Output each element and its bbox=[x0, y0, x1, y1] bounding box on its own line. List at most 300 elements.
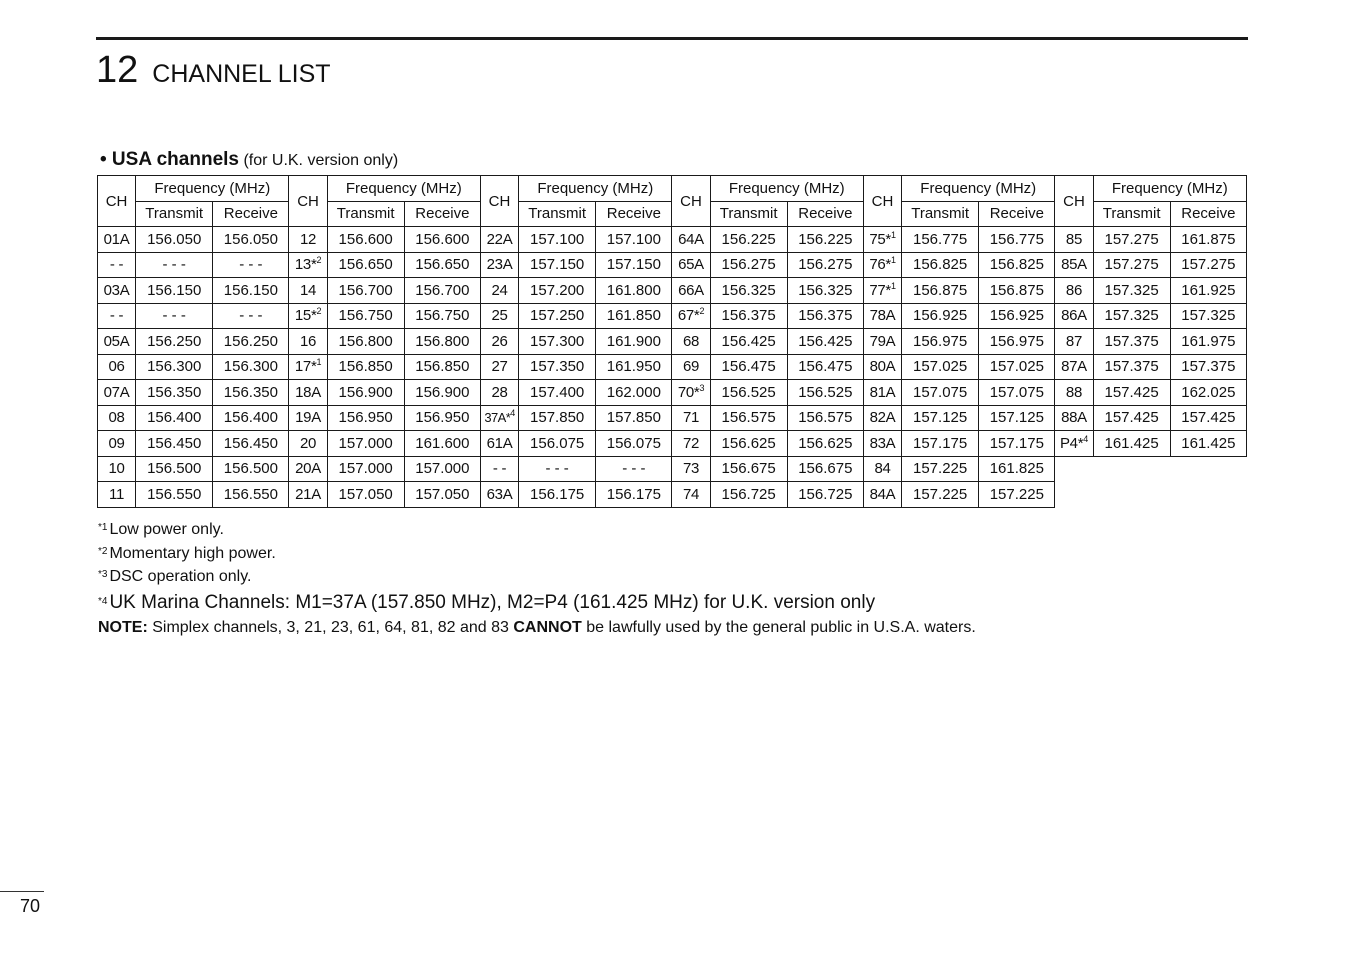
footnotes bbox=[98, 517, 976, 641]
table-row bbox=[98, 227, 1247, 253]
receive-freq: 161.800 bbox=[596, 278, 672, 304]
transmit-header: Transmit bbox=[327, 201, 404, 227]
transmit-freq: 157.400 bbox=[519, 380, 596, 406]
receive-freq: 156.825 bbox=[979, 252, 1055, 278]
receive-freq: 156.875 bbox=[979, 278, 1055, 304]
chapter-title: CHANNEL LIST bbox=[152, 60, 331, 88]
transmit-header: Transmit bbox=[1093, 201, 1170, 227]
channel-cell bbox=[98, 431, 136, 457]
channel-cell bbox=[289, 354, 327, 380]
channel-cell bbox=[289, 482, 327, 508]
channel-number: 72 bbox=[682, 434, 700, 452]
table-row bbox=[98, 405, 1247, 431]
note-text-after: be lawfully used by the general public in U.S.A. waters. bbox=[581, 618, 976, 636]
receive-freq: 156.775 bbox=[979, 227, 1055, 253]
receive-freq: 161.975 bbox=[1170, 329, 1246, 355]
transmit-header: Transmit bbox=[519, 201, 596, 227]
receive-freq: 157.225 bbox=[979, 482, 1055, 508]
chapter-heading bbox=[96, 48, 331, 92]
note-label: NOTE: bbox=[98, 618, 148, 636]
header-row bbox=[98, 176, 1247, 202]
receive-freq: 156.600 bbox=[404, 227, 480, 253]
transmit-freq: 157.275 bbox=[1093, 252, 1170, 278]
footnote-1 bbox=[98, 517, 976, 541]
channel-cell bbox=[1055, 227, 1093, 253]
footnote-ref: 1 bbox=[890, 280, 896, 291]
footnote-mark: *3 bbox=[98, 569, 108, 580]
channel-number: 01A bbox=[103, 230, 130, 248]
transmit-freq: 156.900 bbox=[327, 380, 404, 406]
table-row bbox=[98, 380, 1247, 406]
footnote-ref: 2 bbox=[699, 306, 705, 317]
channel-number: 83A bbox=[869, 434, 896, 452]
channel-number: 88 bbox=[1065, 383, 1083, 401]
channel-cell bbox=[98, 278, 136, 304]
channel-number: 13* bbox=[294, 256, 317, 274]
transmit-freq: 156.275 bbox=[710, 252, 787, 278]
receive-freq: 156.575 bbox=[787, 405, 863, 431]
channel-number: 87A bbox=[1061, 358, 1087, 376]
channel-cell bbox=[289, 303, 327, 329]
channel-number: 37A* bbox=[484, 410, 511, 426]
receive-freq: 162.025 bbox=[1170, 380, 1246, 406]
receive-freq: 157.425 bbox=[1170, 405, 1246, 431]
channel-number: 07A bbox=[103, 383, 130, 401]
transmit-freq: 156.150 bbox=[136, 278, 213, 304]
receive-freq: - - - bbox=[213, 252, 289, 278]
channel-cell bbox=[98, 329, 136, 355]
channel-cell bbox=[672, 431, 710, 457]
channel-number: 86A bbox=[1061, 307, 1087, 325]
section-subtitle: (for U.K. version only) bbox=[243, 152, 399, 169]
receive-header: Receive bbox=[596, 201, 672, 227]
receive-freq: 156.900 bbox=[404, 380, 480, 406]
transmit-freq: 156.400 bbox=[136, 405, 213, 431]
receive-freq: 161.850 bbox=[596, 303, 672, 329]
transmit-freq: 156.675 bbox=[710, 456, 787, 482]
receive-freq: 162.000 bbox=[596, 380, 672, 406]
channel-number: 84 bbox=[874, 460, 891, 478]
top-rule bbox=[96, 37, 1248, 40]
receive-freq: 156.650 bbox=[404, 252, 480, 278]
channel-cell bbox=[289, 252, 327, 278]
channel-number: 26 bbox=[491, 332, 508, 350]
footnote-mark: *1 bbox=[98, 522, 108, 533]
receive-freq: 156.325 bbox=[787, 278, 863, 304]
ch-header: CH bbox=[1055, 176, 1093, 227]
footnote-ref: 2 bbox=[316, 306, 322, 317]
footnote-mark: *4 bbox=[98, 595, 108, 607]
transmit-freq: - - - bbox=[519, 456, 596, 482]
channel-number: 68 bbox=[682, 332, 700, 350]
channel-number: 27 bbox=[491, 358, 508, 376]
receive-freq: 157.325 bbox=[1170, 303, 1246, 329]
transmit-freq: 161.425 bbox=[1093, 431, 1170, 457]
transmit-freq: 156.525 bbox=[710, 380, 787, 406]
receive-header: Receive bbox=[787, 201, 863, 227]
channel-number: 66A bbox=[678, 281, 704, 299]
receive-freq: 157.850 bbox=[596, 405, 672, 431]
note-text-before: Simplex channels, 3, 21, 23, 61, 64, 81, 82 and 83 bbox=[147, 618, 514, 636]
receive-freq: 156.975 bbox=[979, 329, 1055, 355]
transmit-freq: 156.250 bbox=[136, 329, 213, 355]
channel-number: 70* bbox=[677, 383, 700, 401]
transmit-freq: 156.175 bbox=[519, 482, 596, 508]
receive-freq: 157.275 bbox=[1170, 252, 1246, 278]
footnote-ref: 1 bbox=[890, 255, 896, 266]
ch-header: CH bbox=[98, 176, 136, 227]
section-title: • USA channels bbox=[100, 149, 239, 170]
receive-freq: 156.300 bbox=[213, 354, 289, 380]
channel-number: - - bbox=[109, 256, 124, 274]
channel-cell bbox=[863, 456, 901, 482]
channel-cell bbox=[1055, 329, 1093, 355]
channel-number: 28 bbox=[491, 383, 508, 401]
transmit-freq: 157.150 bbox=[519, 252, 596, 278]
ch-header: CH bbox=[863, 176, 901, 227]
receive-freq: 156.925 bbox=[979, 303, 1055, 329]
channel-cell bbox=[1055, 278, 1093, 304]
channel-cell bbox=[863, 482, 901, 508]
channel-number: 20 bbox=[299, 434, 317, 452]
transmit-freq: 157.425 bbox=[1093, 405, 1170, 431]
table-row bbox=[98, 354, 1247, 380]
page-number: 70 bbox=[20, 896, 41, 916]
channel-cell bbox=[480, 380, 518, 406]
receive-freq: 157.175 bbox=[979, 431, 1055, 457]
footnote-text: DSC operation only. bbox=[109, 568, 252, 585]
receive-freq: 156.400 bbox=[213, 405, 289, 431]
transmit-freq: 156.750 bbox=[327, 303, 404, 329]
receive-freq: 157.050 bbox=[404, 482, 480, 508]
receive-freq: 161.600 bbox=[404, 431, 480, 457]
channel-cell bbox=[480, 278, 518, 304]
channel-number: 74 bbox=[682, 485, 700, 503]
transmit-freq: 157.225 bbox=[902, 482, 979, 508]
transmit-freq: 157.000 bbox=[327, 431, 404, 457]
transmit-header: Transmit bbox=[710, 201, 787, 227]
receive-header: Receive bbox=[404, 201, 480, 227]
receive-freq: 157.000 bbox=[404, 456, 480, 482]
transmit-freq: 157.050 bbox=[327, 482, 404, 508]
channel-cell bbox=[672, 354, 710, 380]
channel-number: 69 bbox=[682, 358, 700, 376]
channel-number: 71 bbox=[682, 409, 700, 427]
transmit-freq: 156.550 bbox=[136, 482, 213, 508]
receive-freq: 156.950 bbox=[404, 405, 480, 431]
transmit-freq: 157.225 bbox=[902, 456, 979, 482]
receive-freq: 157.100 bbox=[596, 227, 672, 253]
channel-number: 85A bbox=[1061, 256, 1087, 274]
channel-number: 73 bbox=[682, 460, 700, 478]
frequency-header: Frequency (MHz) bbox=[1093, 176, 1246, 202]
channel-cell bbox=[672, 278, 710, 304]
receive-freq: 156.375 bbox=[787, 303, 863, 329]
channel-number: 08 bbox=[108, 409, 125, 427]
channel-cell bbox=[480, 456, 518, 482]
transmit-freq: 157.175 bbox=[902, 431, 979, 457]
transmit-freq: 157.000 bbox=[327, 456, 404, 482]
transmit-header: Transmit bbox=[136, 201, 213, 227]
channel-cell bbox=[98, 252, 136, 278]
transmit-freq: 157.350 bbox=[519, 354, 596, 380]
table-header bbox=[98, 176, 1247, 227]
receive-freq: 156.350 bbox=[213, 380, 289, 406]
channel-cell bbox=[98, 456, 136, 482]
transmit-freq: 156.925 bbox=[902, 303, 979, 329]
receive-freq: 156.750 bbox=[404, 303, 480, 329]
channel-number: 78A bbox=[869, 307, 896, 325]
table-body bbox=[98, 227, 1247, 508]
channel-number: 17* bbox=[294, 358, 317, 376]
channel-number: 14 bbox=[299, 281, 317, 299]
channel-cell bbox=[480, 431, 518, 457]
channel-cell bbox=[289, 278, 327, 304]
footnote-ref: 1 bbox=[316, 357, 322, 368]
channel-cell bbox=[480, 329, 518, 355]
frequency-header: Frequency (MHz) bbox=[902, 176, 1055, 202]
note-emphasis: CANNOT bbox=[513, 618, 582, 636]
receive-freq: 156.175 bbox=[596, 482, 672, 508]
channel-number: 10 bbox=[108, 460, 125, 478]
channel-cell bbox=[480, 227, 518, 253]
channel-cell bbox=[98, 380, 136, 406]
transmit-freq: 156.300 bbox=[136, 354, 213, 380]
receive-freq: 156.475 bbox=[787, 354, 863, 380]
frequency-header: Frequency (MHz) bbox=[327, 176, 480, 202]
footer-rule bbox=[0, 891, 44, 892]
transmit-freq: 156.075 bbox=[519, 431, 596, 457]
transmit-freq: 157.425 bbox=[1093, 380, 1170, 406]
footnote-ref: 4 bbox=[1083, 433, 1088, 444]
footnote-ref: 4 bbox=[510, 408, 515, 419]
channel-cell bbox=[863, 227, 901, 253]
transmit-freq: 156.425 bbox=[710, 329, 787, 355]
transmit-freq: 156.475 bbox=[710, 354, 787, 380]
channel-number: 86 bbox=[1065, 281, 1083, 299]
transmit-freq: 157.300 bbox=[519, 329, 596, 355]
frequency-header: Frequency (MHz) bbox=[136, 176, 289, 202]
channel-number: 24 bbox=[491, 281, 508, 299]
channel-cell bbox=[480, 252, 518, 278]
footnote-text: Momentary high power. bbox=[109, 544, 276, 562]
channel-cell bbox=[1055, 303, 1093, 329]
channel-number: 06 bbox=[108, 358, 125, 376]
receive-freq: 157.375 bbox=[1170, 354, 1246, 380]
transmit-freq: 156.700 bbox=[327, 278, 404, 304]
channel-cell bbox=[98, 482, 136, 508]
transmit-freq: 156.050 bbox=[136, 227, 213, 253]
channel-number: 85 bbox=[1065, 230, 1083, 248]
channel-number: 21A bbox=[295, 485, 321, 503]
channel-cell bbox=[1055, 431, 1093, 457]
channel-cell bbox=[1055, 354, 1093, 380]
channel-number: 84A bbox=[869, 485, 896, 503]
channel-cell bbox=[480, 482, 518, 508]
channel-number: 65A bbox=[678, 256, 704, 274]
channel-cell bbox=[672, 303, 710, 329]
section-heading bbox=[100, 149, 398, 171]
channel-cell bbox=[289, 227, 327, 253]
transmit-freq: - - - bbox=[136, 303, 213, 329]
receive-freq: 156.675 bbox=[787, 456, 863, 482]
transmit-freq: 157.850 bbox=[519, 405, 596, 431]
receive-freq: 156.550 bbox=[213, 482, 289, 508]
chapter-number: 12 bbox=[96, 49, 139, 91]
receive-freq: 156.800 bbox=[404, 329, 480, 355]
channel-cell bbox=[480, 354, 518, 380]
channel-number: 05A bbox=[103, 332, 130, 350]
receive-freq: 157.075 bbox=[979, 380, 1055, 406]
transmit-freq: 156.850 bbox=[327, 354, 404, 380]
transmit-freq: 157.200 bbox=[519, 278, 596, 304]
channel-number: 61A bbox=[486, 434, 513, 452]
receive-freq: 156.075 bbox=[596, 431, 672, 457]
receive-freq: - - - bbox=[596, 456, 672, 482]
channel-number: 63A bbox=[486, 485, 513, 503]
channel-cell bbox=[672, 405, 710, 431]
transmit-freq: 157.325 bbox=[1093, 278, 1170, 304]
receive-freq: 161.875 bbox=[1170, 227, 1246, 253]
receive-freq: 156.500 bbox=[213, 456, 289, 482]
channel-cell bbox=[863, 354, 901, 380]
receive-header: Receive bbox=[979, 201, 1055, 227]
transmit-freq: 156.325 bbox=[710, 278, 787, 304]
transmit-freq: 156.725 bbox=[710, 482, 787, 508]
channel-number: 79A bbox=[869, 332, 896, 350]
transmit-freq: 157.325 bbox=[1093, 303, 1170, 329]
receive-header: Receive bbox=[213, 201, 289, 227]
channel-cell bbox=[672, 252, 710, 278]
channel-number: 22A bbox=[486, 230, 513, 248]
channel-cell bbox=[863, 405, 901, 431]
channel-cell bbox=[289, 380, 327, 406]
channel-table bbox=[97, 175, 1247, 508]
receive-freq: 156.250 bbox=[213, 329, 289, 355]
transmit-freq: 156.500 bbox=[136, 456, 213, 482]
channel-cell bbox=[672, 329, 710, 355]
receive-freq: 156.625 bbox=[787, 431, 863, 457]
transmit-freq: 156.650 bbox=[327, 252, 404, 278]
channel-cell bbox=[98, 303, 136, 329]
channel-number: 80A bbox=[869, 358, 896, 376]
transmit-header: Transmit bbox=[902, 201, 979, 227]
transmit-freq: 156.350 bbox=[136, 380, 213, 406]
table-row bbox=[98, 456, 1247, 482]
transmit-freq: 156.600 bbox=[327, 227, 404, 253]
channel-cell bbox=[289, 431, 327, 457]
channel-number: 11 bbox=[109, 485, 125, 503]
receive-freq: 157.125 bbox=[979, 405, 1055, 431]
channel-cell bbox=[1055, 252, 1093, 278]
channel-cell bbox=[672, 227, 710, 253]
footnote-ref: 2 bbox=[316, 255, 322, 266]
ch-header: CH bbox=[289, 176, 327, 227]
channel-cell bbox=[480, 303, 518, 329]
footnote-2 bbox=[98, 541, 976, 565]
transmit-freq: 156.875 bbox=[902, 278, 979, 304]
receive-freq: 156.150 bbox=[213, 278, 289, 304]
transmit-freq: 156.450 bbox=[136, 431, 213, 457]
footnote-4 bbox=[98, 588, 976, 616]
channel-number: 16 bbox=[299, 332, 317, 350]
channel-number: 87 bbox=[1065, 332, 1083, 350]
channel-cell bbox=[98, 354, 136, 380]
transmit-freq: 157.375 bbox=[1093, 354, 1170, 380]
receive-freq: 161.900 bbox=[596, 329, 672, 355]
channel-number: 20A bbox=[295, 460, 321, 478]
footnote-ref: 3 bbox=[699, 382, 705, 393]
channel-cell bbox=[863, 329, 901, 355]
ch-header: CH bbox=[480, 176, 518, 227]
channel-cell bbox=[1055, 380, 1093, 406]
receive-freq: 156.725 bbox=[787, 482, 863, 508]
channel-cell bbox=[289, 329, 327, 355]
channel-number: 18A bbox=[295, 383, 321, 401]
receive-freq: 161.925 bbox=[1170, 278, 1246, 304]
transmit-freq: 156.575 bbox=[710, 405, 787, 431]
channel-number: - - bbox=[109, 307, 124, 325]
receive-freq: - - - bbox=[213, 303, 289, 329]
transmit-freq: 156.225 bbox=[710, 227, 787, 253]
transmit-freq: 157.375 bbox=[1093, 329, 1170, 355]
channel-cell bbox=[863, 380, 901, 406]
transmit-freq: 156.775 bbox=[902, 227, 979, 253]
channel-cell bbox=[98, 227, 136, 253]
receive-freq: 156.450 bbox=[213, 431, 289, 457]
transmit-freq: 156.800 bbox=[327, 329, 404, 355]
receive-freq: 156.425 bbox=[787, 329, 863, 355]
channel-number: 81A bbox=[869, 383, 896, 401]
channel-cell bbox=[289, 456, 327, 482]
channel-number: - - bbox=[492, 460, 507, 478]
receive-freq: 156.850 bbox=[404, 354, 480, 380]
receive-freq: 161.950 bbox=[596, 354, 672, 380]
receive-freq: 156.225 bbox=[787, 227, 863, 253]
transmit-freq: 157.125 bbox=[902, 405, 979, 431]
receive-freq: 157.150 bbox=[596, 252, 672, 278]
channel-number: P4* bbox=[1059, 434, 1084, 452]
channel-number: 88A bbox=[1061, 409, 1087, 427]
receive-freq: 161.425 bbox=[1170, 431, 1246, 457]
channel-number: 64A bbox=[678, 230, 704, 248]
empty-block bbox=[1055, 456, 1247, 507]
transmit-freq: - - - bbox=[136, 252, 213, 278]
channel-cell bbox=[672, 482, 710, 508]
channel-number: 19A bbox=[295, 409, 321, 427]
channel-cell bbox=[863, 303, 901, 329]
channel-cell bbox=[863, 278, 901, 304]
receive-freq: 161.825 bbox=[979, 456, 1055, 482]
transmit-freq: 156.825 bbox=[902, 252, 979, 278]
channel-cell bbox=[480, 405, 518, 431]
channel-number: 15* bbox=[294, 307, 317, 325]
channel-number: 23A bbox=[486, 256, 513, 274]
table-row bbox=[98, 329, 1247, 355]
transmit-freq: 157.025 bbox=[902, 354, 979, 380]
frequency-header: Frequency (MHz) bbox=[519, 176, 672, 202]
receive-freq: 156.050 bbox=[213, 227, 289, 253]
receive-freq: 156.700 bbox=[404, 278, 480, 304]
receive-freq: 156.525 bbox=[787, 380, 863, 406]
channel-cell bbox=[672, 456, 710, 482]
transmit-freq: 157.100 bbox=[519, 227, 596, 253]
table-row bbox=[98, 252, 1247, 278]
channel-cell bbox=[1055, 405, 1093, 431]
channel-number: 76* bbox=[869, 256, 891, 274]
channel-number: 82A bbox=[869, 409, 896, 427]
ch-header: CH bbox=[672, 176, 710, 227]
